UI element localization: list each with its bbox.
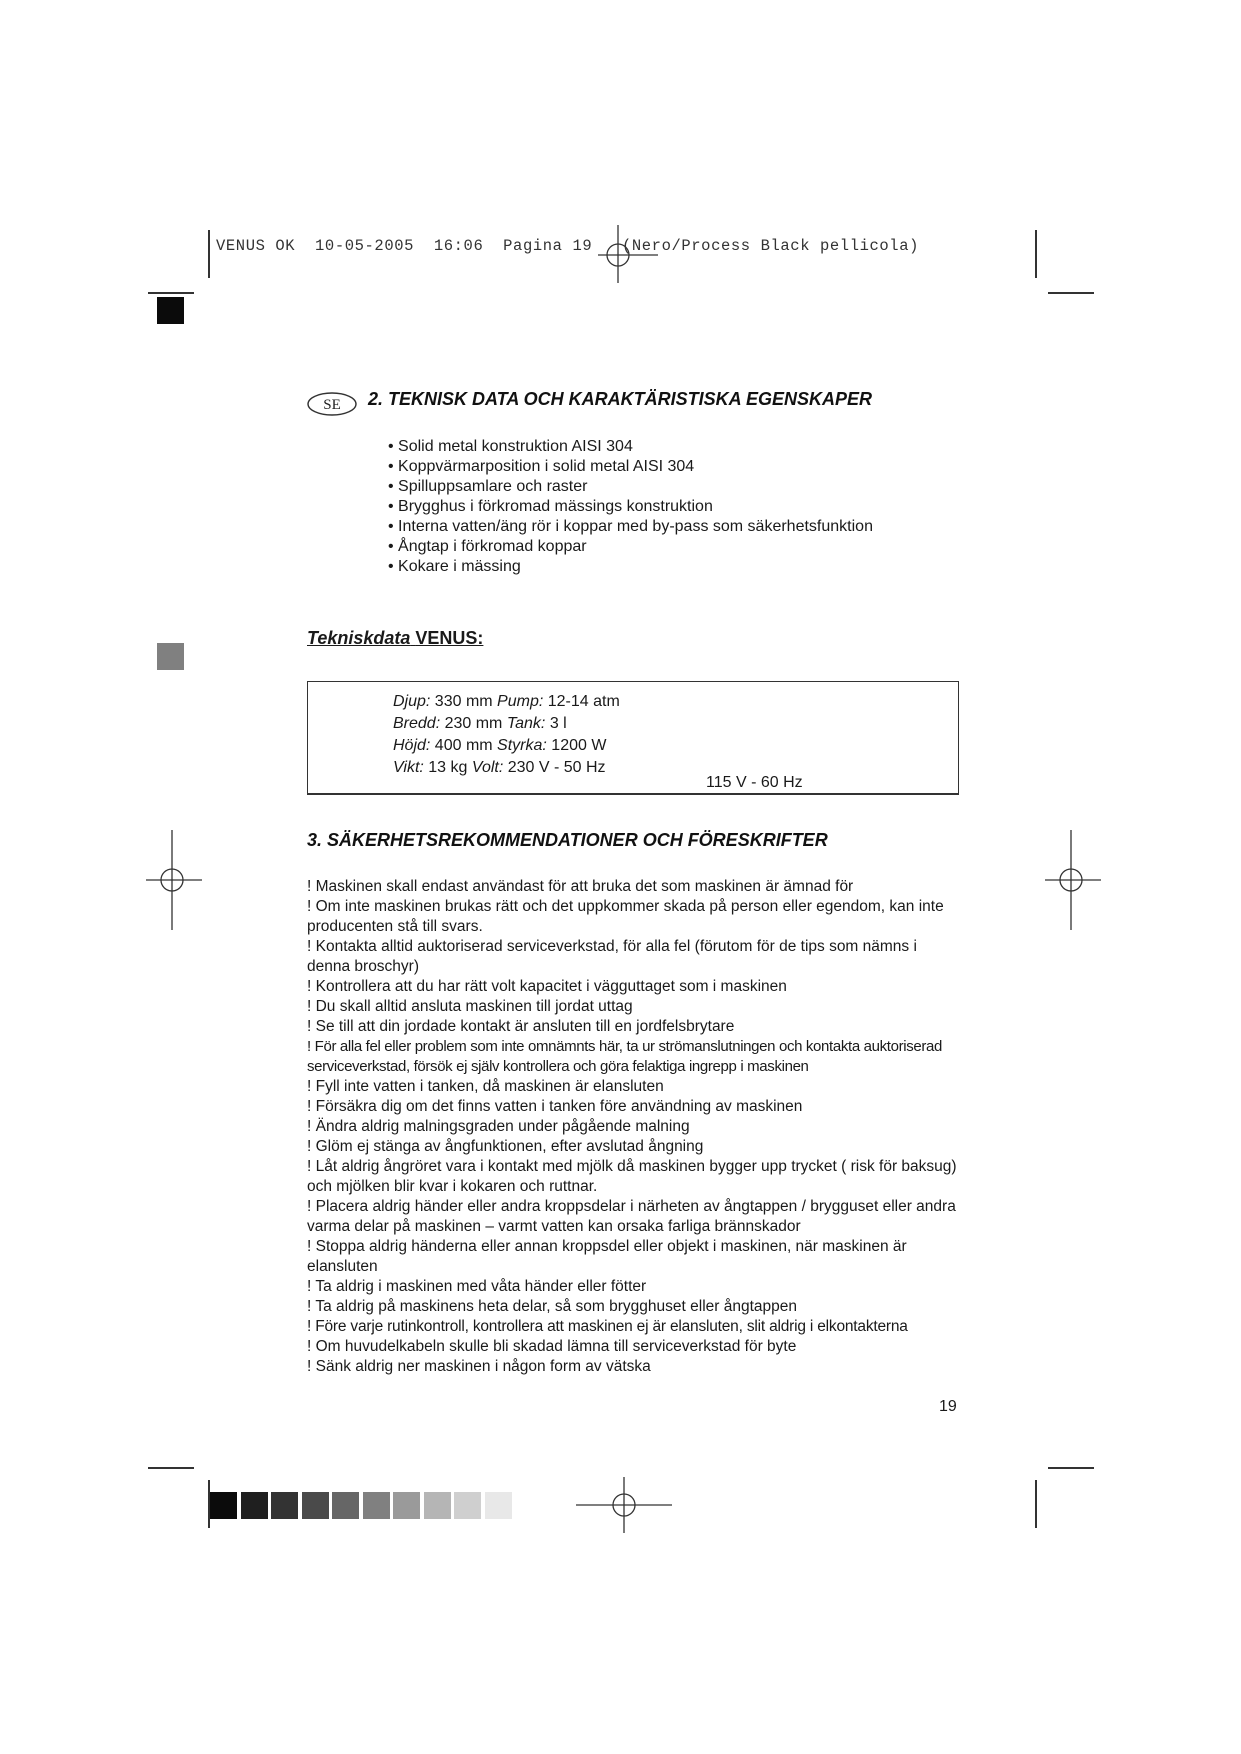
color-swatch — [424, 1492, 451, 1519]
safety-item: ! Låt aldrig ångröret vara i kontakt med mjölk då maskinen bygger upp trycket ( risk för baksug) och mjölken blir kvar i kokaren och ruttnar. — [307, 1158, 957, 1195]
feature-item: • Interna vatten/äng rör i koppar med by-pass som säkerhetsfunktion — [388, 518, 873, 535]
registration-target-icon — [598, 225, 658, 285]
color-swatch — [363, 1492, 390, 1519]
crop-mark-top-left-h — [148, 292, 194, 294]
registration-target-bottom-icon — [576, 1475, 672, 1535]
safety-item: ! Före varje rutinkontroll, kontrollera att maskinen ej är elansluten, slit aldrig i elkontakterna — [307, 1318, 908, 1335]
safety-list — [307, 877, 962, 1377]
crop-mark-top-left — [208, 230, 210, 278]
tekniskdata-title-label: Tekniskdata — [307, 628, 411, 648]
crop-mark-bottom-left-h — [148, 1467, 194, 1469]
section-3-title: 3. SÄKERHETSREKOMMENDATIONER OCH FÖRESKRIFTER — [307, 830, 828, 850]
registration-square-gray — [157, 643, 184, 670]
spec-row: Bredd: 230 mm Tank: 3 l — [393, 715, 567, 732]
spec-row: Vikt: 13 kg Volt: 230 V - 50 Hz — [393, 759, 606, 776]
safety-item: ! Kontakta alltid auktoriserad serviceverkstad, för alla fel (förutom för de tips som nämns i denna broschyr) — [307, 938, 917, 975]
safety-item: ! Kontrollera att du har rätt volt kapacitet i vägguttaget som i maskinen — [307, 978, 787, 995]
safety-item: ! Glöm ej stänga av ångfunktionen, efter avslutad ångning — [307, 1138, 704, 1155]
safety-item: ! Du skall alltid ansluta maskinen till jordat uttag — [307, 998, 633, 1015]
feature-item: • Kokare i mässing — [388, 558, 521, 575]
safety-item: ! Fyll inte vatten i tanken, då maskinen är elansluten — [307, 1078, 664, 1095]
safety-item: ! Ta aldrig i maskinen med våta händer eller fötter — [307, 1278, 647, 1295]
safety-item: ! Ta aldrig på maskinens heta delar, så som brygghuset eller ångtappen — [307, 1298, 797, 1315]
feature-item: • Solid metal konstruktion AISI 304 — [388, 438, 633, 455]
spec-table — [393, 691, 620, 779]
color-swatch — [241, 1492, 268, 1519]
safety-item: ! Om inte maskinen brukas rätt och det uppkommer skada på person eller egendom, kan inte producenten stå till svars. — [307, 898, 944, 935]
safety-item: ! Om huvudelkabeln skulle bli skadad lämna till serviceverkstad för byte — [307, 1338, 797, 1355]
feature-item: • Brygghus i förkromad mässings konstruktion — [388, 498, 713, 515]
color-swatch — [210, 1492, 237, 1519]
crop-mark-bottom-right — [1035, 1480, 1037, 1528]
color-swatch — [332, 1492, 359, 1519]
safety-item: ! Försäkra dig om det finns vatten i tanken före användning av maskinen — [307, 1098, 803, 1115]
color-swatch — [485, 1492, 512, 1519]
feature-item: • Spilluppsamlare och raster — [388, 478, 588, 495]
tekniskdata-title-model: VENUS: — [415, 628, 484, 648]
safety-item: ! Sänk aldrig ner maskinen i någon form av vätska — [307, 1358, 651, 1375]
crop-mark-top-right-h — [1048, 292, 1094, 294]
color-swatch — [271, 1492, 298, 1519]
country-badge — [305, 390, 359, 418]
feature-item: • Koppvärmarposition i solid metal AISI 304 — [388, 458, 695, 475]
safety-item: ! Ändra aldrig malningsgraden under pågående malning — [307, 1118, 690, 1135]
crop-mark-bottom-right-h — [1048, 1467, 1094, 1469]
safety-item: ! Placera aldrig händer eller andra kroppsdelar i närheten av ångtappen / brygguset eller andra varma delar på maskinen – varmt vatten kan orsaka farliga brännskador — [307, 1198, 956, 1235]
color-swatch — [454, 1492, 481, 1519]
spec-extra-volt: 115 V - 60 Hz — [706, 774, 803, 791]
page-number: 19 — [939, 1398, 957, 1415]
printer-slug-line: VENUS OK 10-05-2005 16:06 Pagina 19 (Nero/Process Black pellicola) — [216, 237, 920, 255]
safety-item: ! Stoppa aldrig händerna eller annan kroppsdel eller objekt i maskinen, när maskinen är elansluten — [307, 1238, 907, 1275]
color-swatch — [302, 1492, 329, 1519]
country-badge-label: SE — [323, 397, 341, 413]
safety-item: ! Maskinen skall endast användast för att bruka det som maskinen är ämnad för — [307, 878, 854, 895]
feature-list — [388, 437, 873, 577]
registration-target-right-icon — [1045, 830, 1101, 930]
section-2-title: 2. TEKNISK DATA OCH KARAKTÄRISTISKA EGENSKAPER — [368, 389, 873, 409]
tekniskdata-title — [307, 628, 483, 649]
spec-row: Djup: 330 mm Pump: 12-14 atm — [393, 693, 620, 710]
safety-item: ! Se till att din jordade kontakt är ansluten till en jordfelsbrytare — [307, 1018, 735, 1035]
spec-row: Höjd: 400 mm Styrka: 1200 W — [393, 737, 607, 754]
feature-item: • Ångtap i förkromad koppar — [388, 538, 587, 555]
safety-item: ! För alla fel eller problem som inte omnämnts här, ta ur strömanslutningen och kontakta auktoriserad serviceverkstad, försök ej själv kontrollera och göra felaktiga ingrepp i maskinen — [307, 1038, 942, 1075]
crop-mark-top-right — [1035, 230, 1037, 278]
color-swatch — [393, 1492, 420, 1519]
registration-target-left-icon — [146, 830, 202, 930]
registration-square-black — [157, 297, 184, 324]
